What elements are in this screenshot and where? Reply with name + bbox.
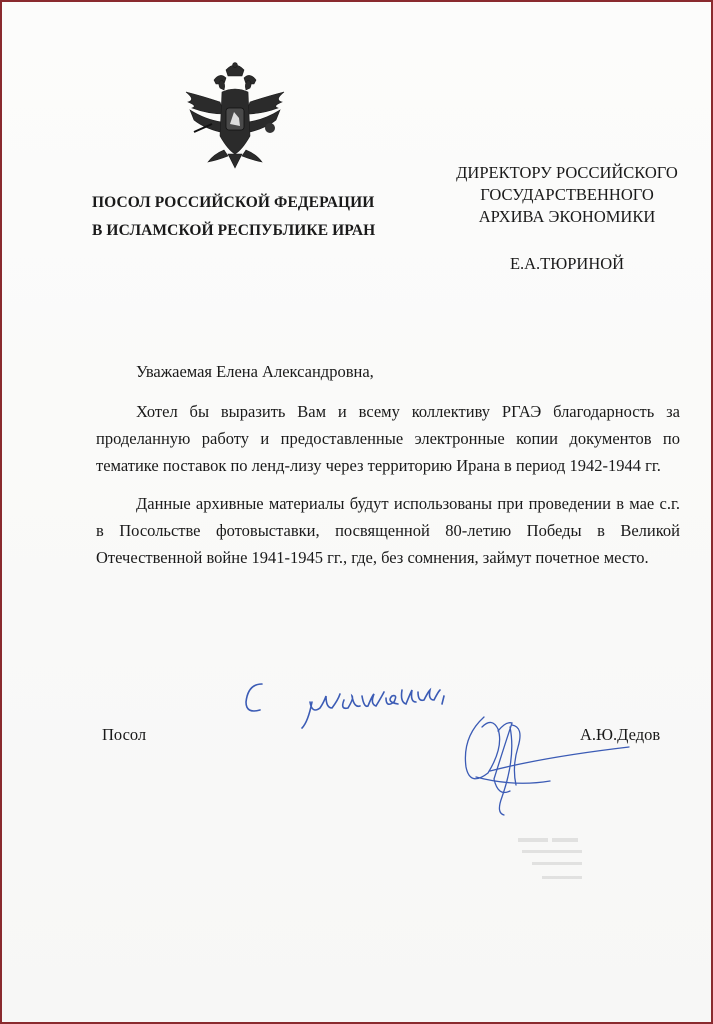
signer-position: Посол [102, 725, 147, 744]
body-paragraph: Хотел бы выразить Вам и всему коллективу РГАЭ благодарность за проделанную работу и предоставленные электронные копии документов по тематике поставок по ленд-лизу через территорию Ирана в период 1942-1944 гг. [96, 402, 680, 475]
recipient-line: ГОСУДАРСТВЕННОГО [480, 185, 654, 204]
sender-line: ПОСОЛ РОССИЙСКОЙ ФЕДЕРАЦИИ [92, 194, 375, 211]
salutation: Уважаемая Елена Александровна, [136, 362, 374, 381]
letter-body [96, 398, 680, 582]
faded-stamp [512, 832, 602, 892]
recipient-block [442, 162, 692, 275]
sender-block [92, 189, 382, 245]
handwritten-closing [240, 662, 460, 732]
recipient-line: АРХИВА ЭКОНОМИКИ [478, 207, 656, 226]
double-headed-eagle-emblem-icon [184, 62, 286, 170]
body-paragraph: Данные архивные материалы будут использованы при проведении в мае с.г. в Посольстве фотовыставки, посвященной 80-летию Победы в Великой Отечественной войне 1941-1945 гг., где, без сомнения, займут почетное место. [96, 494, 680, 567]
sender-line: В ИСЛАМСКОЙ РЕСПУБЛИКЕ ИРАН [92, 222, 376, 239]
signer-name: А.Ю.Дедов [580, 725, 661, 744]
recipient-line: ДИРЕКТОРУ РОССИЙСКОГО [456, 163, 678, 182]
recipient-name: Е.А.ТЮРИНОЙ [509, 254, 625, 273]
handwritten-signature [454, 707, 634, 822]
